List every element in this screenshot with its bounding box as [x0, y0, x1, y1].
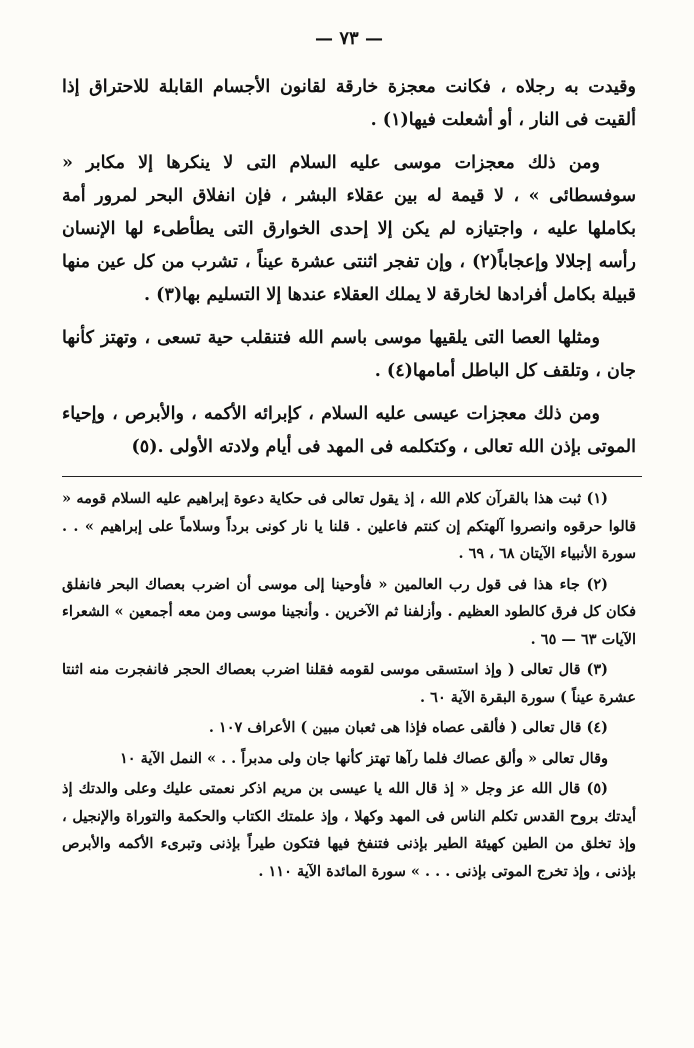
paragraph: وقيدت به رجلاه ، فكانت معجزة خارقة لقانون الأجسام القابلة للاحتراق إذا ألقيت فى النار ، أو أشعلت فيها(١) .	[62, 77, 636, 130]
footnote: (٥) قال الله عز وجل « إذ قال الله يا عيسى بن مريم اذكر نعمتى عليك وعلى والدتك إذ أيدتك بروح القدس تكلم الناس فى المهد وكهلا ، وإذ علمتك الكتاب والحكمة والتوراة والإنجيل ، وإذ تخلق من الطين كهيئة الطير بإذنى فتنفخ فيها فتكون طيراً بإذنى وتبرىء الأكمه والأبرص بإذنى ، وإذ تخرج الموتى بإذنى . . . » سورة المائدة الآية ١١٠ .	[62, 780, 636, 880]
footnote: (٤) قال تعالى ( فألقى عصاه فإذا هى ثعبان مبين ) الأعراف ١٠٧ .	[208, 719, 608, 736]
footnote: (٣) قال تعالى ( وإذ استسقى موسى لقومه فقلنا اضرب بعصاك الحجر فانفجرت منه اثنتا عشرة عيناً ) سورة البقرة الآية ٦٠ .	[62, 661, 636, 706]
footnote: (٢) جاء هذا فى قول رب العالمين « فأوحينا إلى موسى أن اضرب بعصاك البحر فانفلق فكان كل فرق كالطود العظيم . وأزلفنا ثم الآخرين . وأنجينا موسى ومن معه أجمعين » الشعراء الآيات ٦٣ — ٦٥ .	[62, 575, 636, 648]
footnote: وقال تعالى « وألق عصاك فلما رآها تهتز كأنها جان ولى مدبراً . . » النمل الآية ١٠	[119, 749, 608, 767]
footnote: (١) ثبت هذا بالقرآن كلام الله ، إذ يقول تعالى فى حكاية دعوة إبراهيم عليه السلام قومه « قالوا حرقوه وانصروا آلهتكم إن كنتم فاعلين . قلنا يا نار كونى برداً وسلاماً على إبراهيم » . . سورة الأنبياء الآيتان ٦٨ ، ٦٩ .	[62, 490, 636, 562]
paragraph: ومن ذلك معجزات موسى عليه السلام التى لا ينكرها إلا مكابر « سوفسطائى » ، لا قيمة له بين عقلاء البشر ، فإن انفلاق البحر لمرور أمة بكاملها عليه ، واجتيازه لم يكن إلا إحدى الخوارق التى يطأطىء لها الإنسان رأسه إجلالا وإعجاباً(٢) ، وإن تفجر اثنتى عشرة عيناً ، تشرب من كل عين منها قبيلة بكامل أفرادها لخارقة لا يملك العقلاء عندها إلا التسليم بها(٣) .	[62, 153, 636, 305]
footnotes	[62, 485, 636, 885]
paragraph: ومن ذلك معجزات عيسى عليه السلام ، كإبرائه الأكمه ، والأبرص ، وإحياء الموتى بإذن الله تعالى ، وكتكلمه فى المهد فى أيام ولادته الأولى .(٥)	[62, 404, 636, 457]
main-text	[62, 71, 636, 464]
footnote-divider	[62, 476, 642, 477]
page-number: — ٧٣ —	[315, 28, 383, 49]
paragraph: ومثلها العصا التى يلقيها موسى باسم الله فتنقلب حية تسعى ، وتهتز كأنها جان ، وتلقف كل الباطل أمامها(٤) .	[62, 328, 636, 381]
